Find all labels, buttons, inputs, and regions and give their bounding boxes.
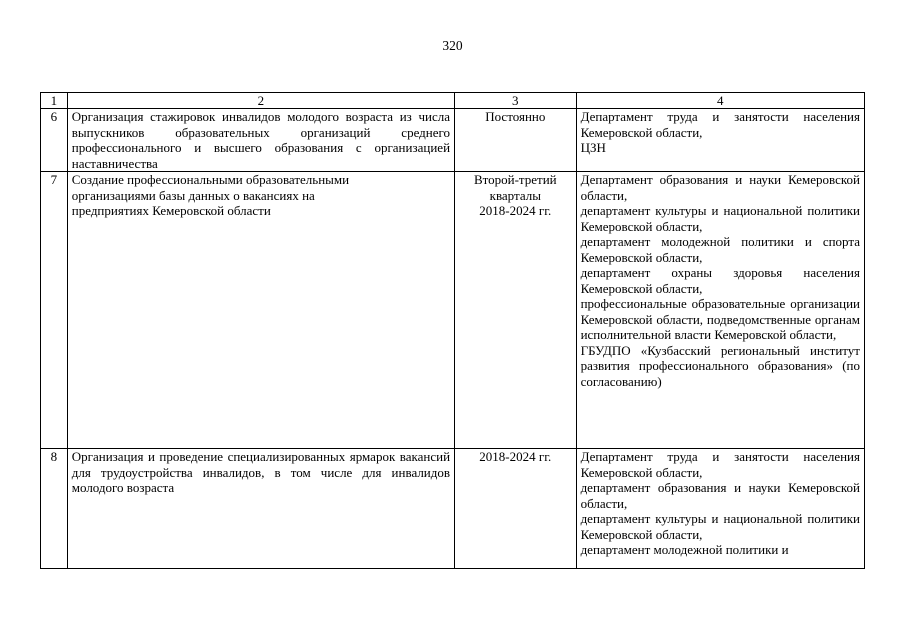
table-row <box>41 172 865 449</box>
activity-cell: Организация и проведение специализированных ярмарок вакансий для трудоустройства инвалидов, в том числе для инвалидов молодого возраста <box>67 449 454 569</box>
page-number: 320 <box>442 38 463 53</box>
period-cell <box>455 109 577 172</box>
row-number: 7 <box>41 172 68 449</box>
activity-line: Создание профессиональными образовательными <box>71 172 350 187</box>
executor-line: департамент охраны здоровья населения Кемеровской области, <box>580 265 860 296</box>
table-row <box>41 109 865 172</box>
executor-line: ЦЗН <box>580 140 606 155</box>
executor-line: департамент культуры и национальной политики Кемеровской области, <box>580 511 860 542</box>
executor-line: Департамент образования и науки Кемеровской области, <box>580 172 860 203</box>
activity-cell: Организация стажировок инвалидов молодого возраста из числа выпускников образовательных организаций среднего профессионального и высшего образования с организацией наставничества <box>67 109 454 172</box>
period-line: Постоянно <box>485 109 546 124</box>
executor-cell <box>576 449 864 569</box>
period-line: Второй-третий <box>473 172 557 187</box>
executor-line: Департамент труда и занятости населения Кемеровской области, <box>580 109 860 140</box>
period-line: 2018-2024 гг. <box>479 203 552 218</box>
executor-line: департамент образования и науки Кемеровской области, <box>580 480 860 511</box>
period-line: кварталы <box>489 187 541 203</box>
table-row <box>41 449 865 569</box>
activity-cell <box>67 172 454 449</box>
period-line: 2018-2024 гг. <box>479 449 552 464</box>
activity-line: предприятиях Кемеровской области <box>71 203 271 218</box>
header-col-2: 2 <box>67 93 454 109</box>
executor-cell <box>576 172 864 449</box>
executor-line: департамент культуры и национальной политики Кемеровской области, <box>580 203 860 234</box>
period-cell <box>455 172 577 449</box>
executor-line: ГБУДПО «Кузбасский региональный институт развития профессионального образования» (по согласованию) <box>580 342 860 389</box>
executor-line: профессиональные образовательные организации Кемеровской области, подведомственные органам исполнительной власти Кемеровской области, <box>580 296 860 342</box>
row-number: 6 <box>41 109 68 172</box>
executor-cell <box>576 109 864 172</box>
activity-line: организациями базы данных о вакансиях на <box>71 187 315 203</box>
executor-line: департамент молодежной политики и <box>580 542 789 557</box>
plan-table <box>40 92 865 569</box>
header-col-3: 3 <box>455 93 577 109</box>
period-cell <box>455 449 577 569</box>
table-header-row <box>41 93 865 109</box>
header-col-1: 1 <box>41 93 68 109</box>
executor-line: департамент молодежной политики и спорта Кемеровской области, <box>580 234 860 265</box>
row-number: 8 <box>41 449 68 569</box>
header-col-4: 4 <box>576 93 864 109</box>
executor-line: Департамент труда и занятости населения Кемеровской области, <box>580 449 860 480</box>
